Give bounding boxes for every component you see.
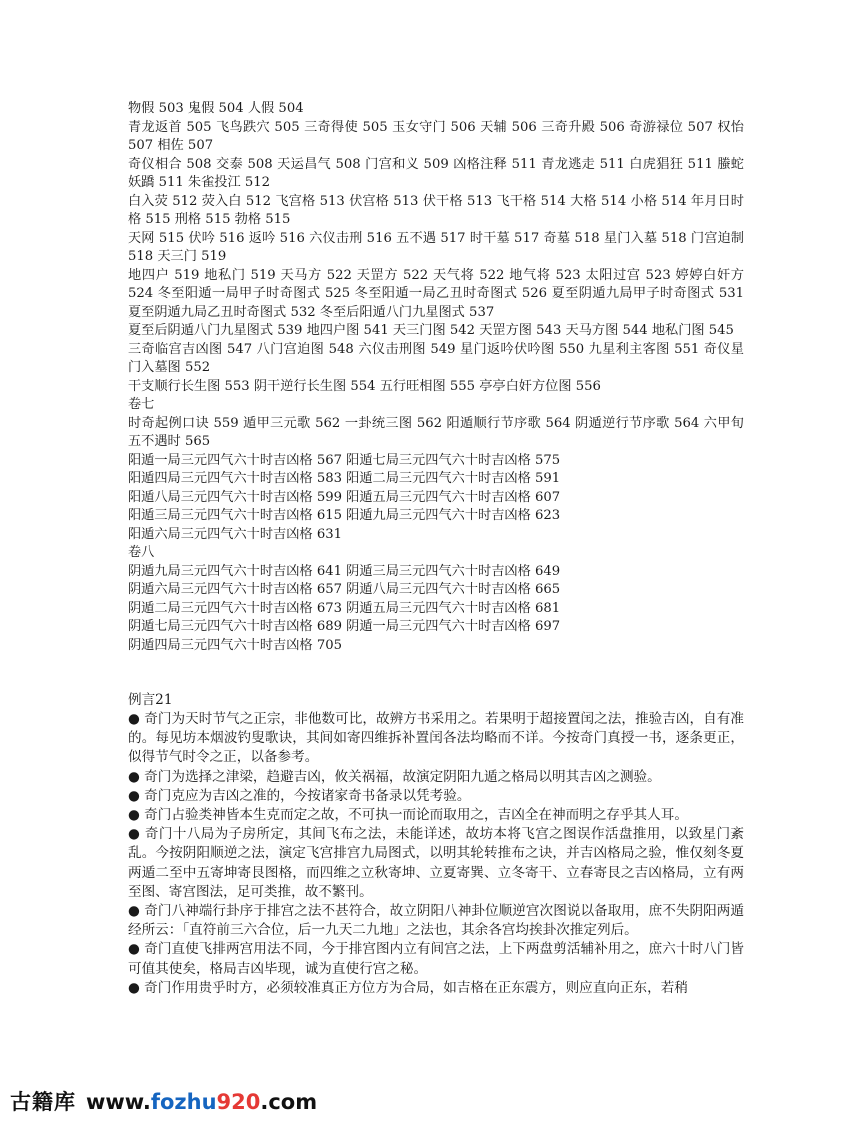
note-paragraph: ● 奇门克应为吉凶之准的，今按诸家奇书备录以凭考验。 <box>128 787 471 804</box>
toc-line: 时奇起例口诀 559 遁甲三元歌 562 一卦统三图 562 阳遁顺行节序歌 564 阴遁逆行节序歌 564 六甲旬五不遇时 565 <box>128 415 744 449</box>
note-paragraph: ● 奇门十八局为子房所定，其间飞布之法，未能详述，故坊本将飞宫之图误作活盘推用，以致星门紊乱。今按阴阳顺逆之法，演定飞宫排宫九局图式，以明其轮转推布之诀，并吉凶格局之验，惟仅刻冬夏两遁二至中五寄坤寄艮图格，而四维之立秋寄坤、立夏寄巽、立冬寄干、立春寄艮之吉凶格局，立有两至图、寄宫图法，足可类推，故不繁刊。 <box>128 826 744 900</box>
toc-line: 白入荧 512 荧入白 512 飞宫格 513 伏宫格 513 伏干格 513 飞干格 514 大格 514 小格 514 年月日时格 515 刑格 515 勃格 515 <box>128 193 744 227</box>
toc-line: 三奇临宫吉凶图 547 八门宫迫图 548 六仪击刑图 549 星门返吟伏吟图 550 九星利主客图 551 奇仪星门入墓图 552 <box>128 341 744 375</box>
toc-line: 奇仪相合 508 交泰 508 天运昌气 508 门宫和义 509 凶格注释 511 青龙逃走 511 白虎猖狂 511 螣蛇妖蹻 511 朱雀投江 512 <box>128 156 744 190</box>
note-paragraph: ● 奇门为天时节气之正宗，非他数可比，故辨方书采用之。若果明于超接置闰之法，推验吉凶，自有准的。每见坊本烟波钓叟歌诀，其间如寄四维拆补置闰各法均略而不详。今按奇门真授一书，逐条更正，似得节气时令之正，以备参考。 <box>128 711 744 766</box>
table-of-contents <box>128 100 744 655</box>
note-paragraph: ● 奇门为选择之津梁，趋避吉凶，攸关祸福，故演定阴阳九遁之格局以明其吉凶之测验。 <box>128 768 661 785</box>
toc-line: 天网 515 伏吟 516 返吟 516 六仪击刑 516 五不遇 517 时干墓 517 奇墓 518 星门入墓 518 门宫迫制 518 天三门 519 <box>128 230 744 264</box>
toc-line: 物假 503 鬼假 504 人假 504 <box>128 101 304 116</box>
volume-heading: 卷八 <box>128 545 155 560</box>
toc-line: 干支顺行长生图 553 阴干逆行长生图 554 五行旺相图 555 亭亭白奸方位图 556 <box>128 378 601 394</box>
watermark-footer <box>10 1086 317 1114</box>
toc-line: 阳遁一局三元四气六十时吉凶格 567 阳遁七局三元四气六十时吉凶格 575 <box>128 452 561 468</box>
site-url-number: 920 <box>216 1090 261 1114</box>
site-url-prefix: www. <box>86 1090 151 1114</box>
volume-heading: 卷七 <box>128 397 155 412</box>
toc-line: 阴遁四局三元四气六十时吉凶格 705 <box>128 637 342 653</box>
toc-line: 阳遁三局三元四气六十时吉凶格 615 阳遁九局三元四气六十时吉凶格 623 <box>128 508 561 523</box>
document-page <box>128 100 744 998</box>
toc-line: 阴遁九局三元四气六十时吉凶格 641 阴遁三局三元四气六十时吉凶格 649 <box>128 563 561 579</box>
site-url-suffix: .com <box>260 1090 318 1114</box>
toc-line: 夏至后阴遁八门九星图式 539 地四户图 541 天三门图 542 天罡方图 543 天马方图 544 地私门图 545 <box>128 323 734 338</box>
note-paragraph: ● 奇门作用贵乎时方，必须较准真正方位方为合局，如吉格在正东震方，则应直向正东，若稍 <box>128 979 688 996</box>
toc-line: 阳遁六局三元四气六十时吉凶格 631 <box>128 526 342 542</box>
toc-line: 阴遁六局三元四气六十时吉凶格 657 阴遁八局三元四气六十时吉凶格 665 <box>128 582 561 597</box>
site-brand: 古籍库 <box>10 1090 76 1114</box>
toc-line: 阳遁四局三元四气六十时吉凶格 583 阳遁二局三元四气六十时吉凶格 591 <box>128 471 561 486</box>
toc-line: 阴遁二局三元四气六十时吉凶格 673 阴遁五局三元四气六十时吉凶格 681 <box>128 600 561 616</box>
toc-line: 阴遁七局三元四气六十时吉凶格 689 阴遁一局三元四气六十时吉凶格 697 <box>128 619 561 634</box>
note-paragraph: ● 奇门占验类神皆本生克而定之故，不可执一而论而取用之，吉凶全在神而明之存乎其人耳。 <box>128 807 688 824</box>
notes-section <box>128 691 744 998</box>
notes-title: 例言21 <box>128 692 173 708</box>
toc-line: 青龙返首 505 飞鸟跌穴 505 三奇得使 505 玉女守门 506 天辅 506 三奇升殿 506 奇游禄位 507 权怡 507 相佐 507 <box>128 119 744 153</box>
toc-line: 地四户 519 地私门 519 天马方 522 天罡方 522 天气将 522 地气将 523 太阳过宫 523 婷婷白奸方 524 冬至阳遁一局甲子时奇图式 525 冬至阳遁一局乙丑时奇图式 526 夏至阴遁九局甲子时奇图式 531 夏至阴遁九局乙丑时奇图式 532 冬至后阳遁八门九星图式 537 <box>128 267 744 320</box>
toc-line: 阳遁八局三元四气六十时吉凶格 599 阳遁五局三元四气六十时吉凶格 607 <box>128 489 561 505</box>
note-paragraph: ● 奇门八神端行卦序于排宫之法不甚符合，故立阴阳八神卦位顺逆宫次图说以备取用，庶不失阴阳两遁经所云：「直符前三六合位，后一九天二九地」之法也，其余各宫均挨卦次推定列后。 <box>128 903 744 939</box>
note-paragraph: ● 奇门直使飞排两宫用法不同，今于排宫图内立有间宫之法，上下两盘剪活辅补用之，庶六十时八门皆可值其使矣，格局吉凶毕现，诚为直使行宫之秘。 <box>128 941 744 977</box>
site-url-name: fozhu <box>150 1090 217 1114</box>
